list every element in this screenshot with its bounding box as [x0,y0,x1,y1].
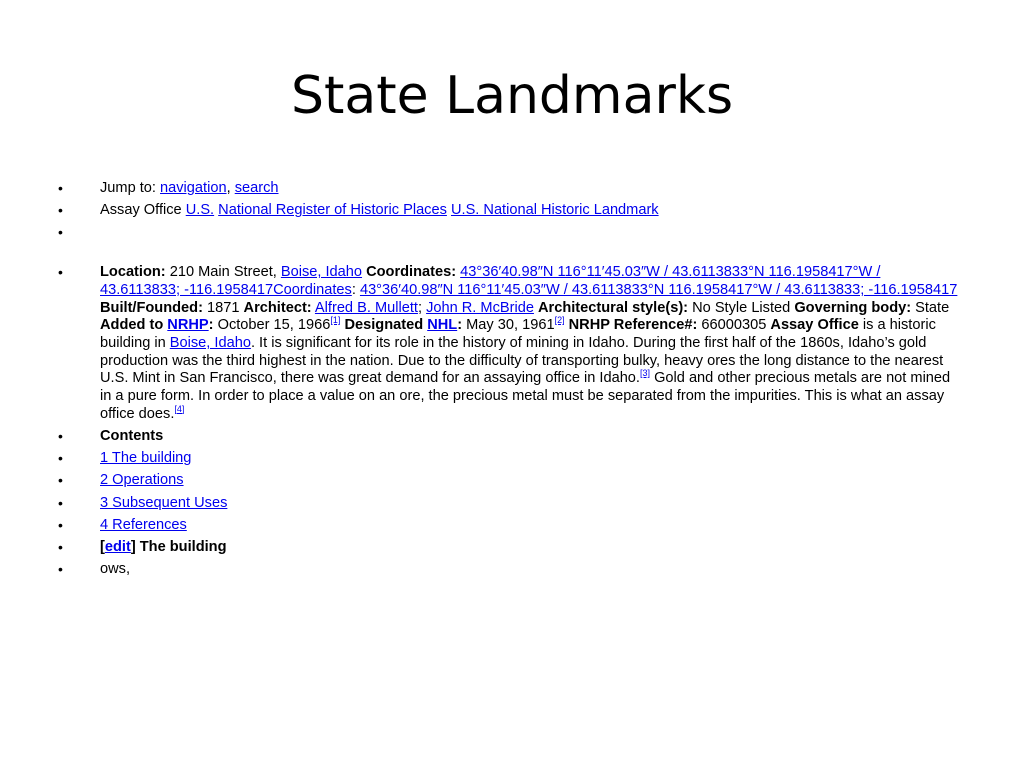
trailing-text: ows, [100,561,131,578]
governing-body-label: Governing body: [794,299,912,316]
edit-link[interactable]: edit [104,538,131,555]
contents-link-operations[interactable]: 2 Operations [100,472,184,489]
boise-idaho-link-2[interactable]: Boise, Idaho [169,334,251,351]
slide-title: State Landmarks [290,66,734,126]
assay-office-item [58,202,958,220]
location-paragraph: • Location: 210 Main Street, Boise, Idaho Coordinates: 43°36′40.98″N 116°11′45.03″W / 43.6113833°N 116.1958417°W / 43.6113833; -116.1958417Coordinates: 43°36′40.98″N 116°11′45.03″W / 43.6113833°N 116.1958417°W / 43.6113833; -116.1958417 Built/Founded: 1871 Architect: Alfred B. Mullett; John R. McBride Architectural style(s): No Style Listed Governing body: State Added to NRHP: October 15, 1966[1] Designated NHL: May 30, 1961[2] NRHP Reference#: 66000305 Assay Office is a historic building in Boise, Idaho. It is significant for its role in the history of mining in Idaho. During the first half of the 1860s, Idaho’s gold production was the third highest in the nation. Due to the difficulty of transporting bulky, heavy ores the long distance to the nearest U.S. Mint in San Francisco, there was great demand for an assaying office in Idaho.[3] Gold and other precious metals are not mined in a pure form. In order to place a value on an ore, the precious metal must be separated from the impurities. This is what an assay office does.[4] [58,264,958,423]
ref-3-link[interactable]: [3] [639,368,650,379]
built-label: Built/Founded: [100,299,203,316]
added-label: Added to [100,317,164,334]
nhl-link[interactable]: U.S. National Historic Landmark [450,202,659,219]
nhl-abbr-link[interactable]: NHL [427,317,458,334]
empty-item [58,224,958,242]
boise-idaho-link[interactable]: Boise, Idaho [280,264,363,281]
reference-number-label: NRHP Reference#: [568,317,698,334]
contents-item [58,517,958,535]
architect-mcbride-link[interactable]: John R. McBride [426,299,534,316]
designated-label: Designated [344,317,424,334]
section-title: The building [139,538,227,555]
navigation-link[interactable]: navigation [160,180,227,196]
contents-item [58,450,958,468]
search-link[interactable]: search [234,180,279,196]
architect-label: Architect: [243,299,312,316]
bullet-list [58,180,958,583]
jump-to-item: • Jump to: navigation, search [58,180,958,198]
contents-item [58,495,958,513]
jump-to-label: Jump to: [100,180,156,196]
contents-heading-item [58,428,958,446]
coordinates-label: Coordinates: [366,264,457,281]
nrhp-abbr-link[interactable]: NRHP [167,317,209,334]
contents-item [58,472,958,490]
style-label: Architectural style(s): [538,299,689,316]
us-link[interactable]: U.S. [185,202,215,219]
coordinates-link-2[interactable]: 43°36′40.98″N 116°11′45.03″W / 43.6113833°N 116.1958417°W / 43.6113833; -116.1958417 [359,281,958,298]
contents-link-building[interactable]: 1 The building [100,450,192,467]
ref-4-link[interactable]: [4] [174,403,185,414]
contents-link-references[interactable]: 4 References [100,516,187,533]
coordinates-link[interactable]: 43°36′40.98″N 116°11′45.03″W / 43.6113833°N 116.1958417°W / 43.6113833; -116.1958417Coordinates [100,264,881,298]
ref-1-link[interactable]: [1] [330,315,341,326]
ref-2-link[interactable]: [2] [554,315,565,326]
nrhp-link[interactable]: National Register of Historic Places [218,202,447,219]
location-label: Location: [100,264,166,281]
architect-mullett-link[interactable]: Alfred B. Mullett [314,299,418,316]
contents-heading: Contents [100,427,164,444]
assay-office-text: Assay Office [100,202,182,219]
section-heading-item: • [edit] The building [58,539,958,557]
assay-office-label: Assay Office [770,317,859,334]
trailing-item [58,561,958,579]
contents-link-subsequent-uses[interactable]: 3 Subsequent Uses [100,494,228,511]
